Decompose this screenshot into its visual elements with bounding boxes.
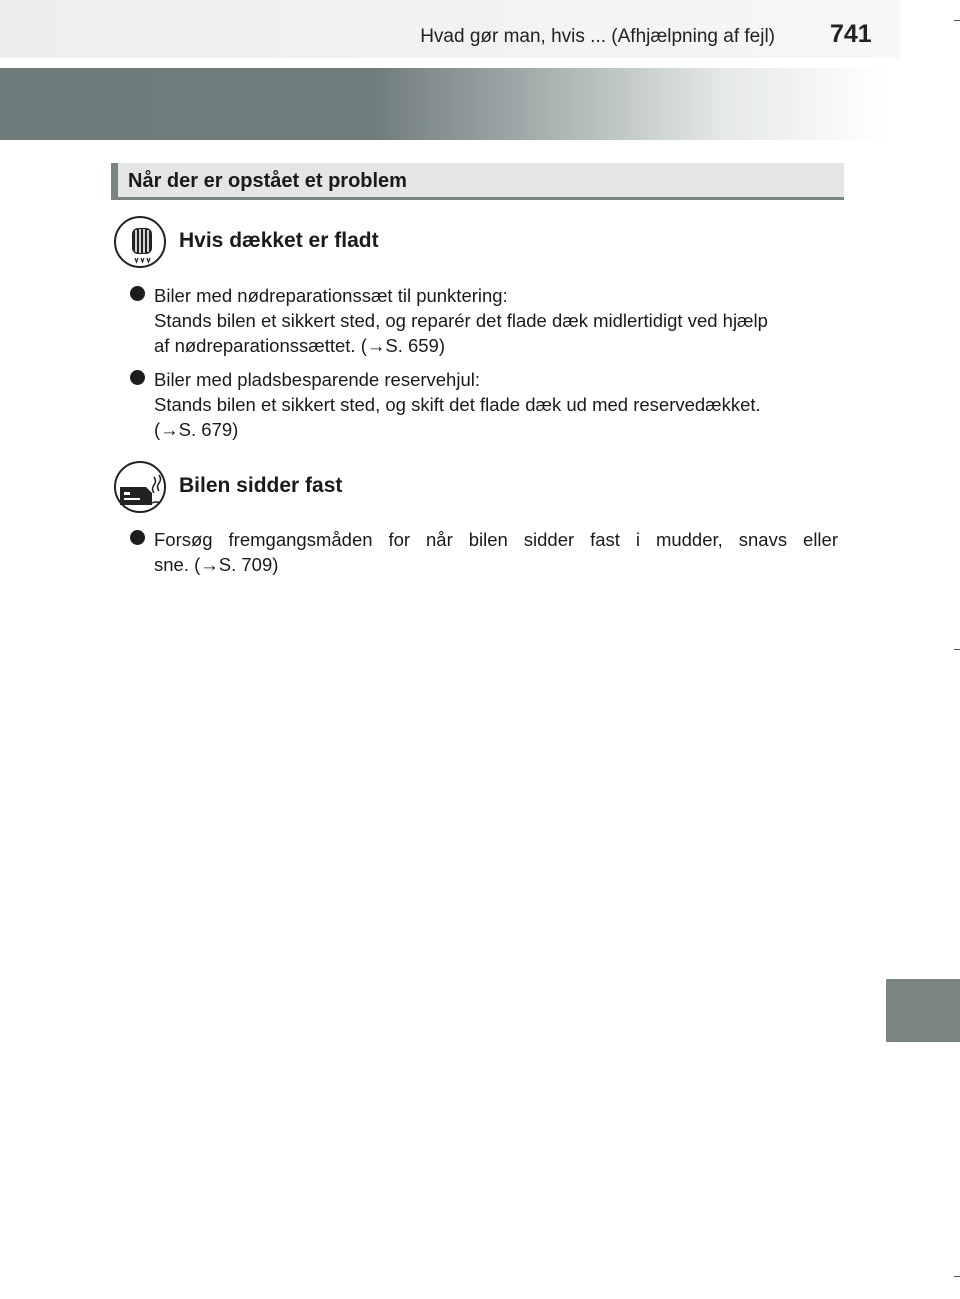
bullet-dot: [130, 286, 145, 301]
car-stuck-icon: [114, 461, 166, 513]
bullet-dot: [130, 530, 145, 545]
list-item: [154, 367, 838, 442]
decorative-band: [0, 68, 886, 140]
section-title: Når der er opstået et problem: [128, 170, 407, 192]
paragraph-line: af nødreparationssættet. (→S. 659): [154, 335, 445, 356]
crop-mark: [954, 649, 960, 650]
bullet-dot: [130, 370, 145, 385]
paragraph-line: Biler med pladsbesparende reservehjul:: [154, 369, 480, 390]
subheading-flat-tire: Hvis dækket er fladt: [179, 229, 379, 252]
list-item: [154, 283, 838, 358]
list-item: [154, 527, 838, 577]
subheading-car-stuck: Bilen sidder fast: [179, 474, 343, 497]
paragraph-line: Stands bilen et sikkert sted, og skift det flade dæk ud med reservedækket.: [154, 394, 761, 415]
paragraph-line: Forsøg fremgangsmåden for når bilen sidder fast i mudder, snavs eller: [154, 529, 838, 550]
paragraph-line: (→S. 679): [154, 419, 239, 440]
section-header: [111, 163, 844, 200]
page-number: 741: [830, 20, 872, 48]
chapter-tab: [886, 979, 960, 1042]
crop-mark: [954, 1276, 960, 1277]
paragraph-line: Stands bilen et sikkert sted, og reparér det flade dæk midlertidigt ved hjælp: [154, 310, 768, 331]
paragraph-line: sne. (→S. 709): [154, 554, 279, 575]
section-accent: [111, 163, 118, 197]
header-title: Hvad gør man, hvis ... (Afhjælpning af fejl): [420, 26, 775, 47]
crop-mark: [954, 20, 960, 21]
paragraph-line: Biler med nødreparationssæt til punktering:: [154, 285, 508, 306]
flat-tire-icon: [114, 216, 166, 268]
